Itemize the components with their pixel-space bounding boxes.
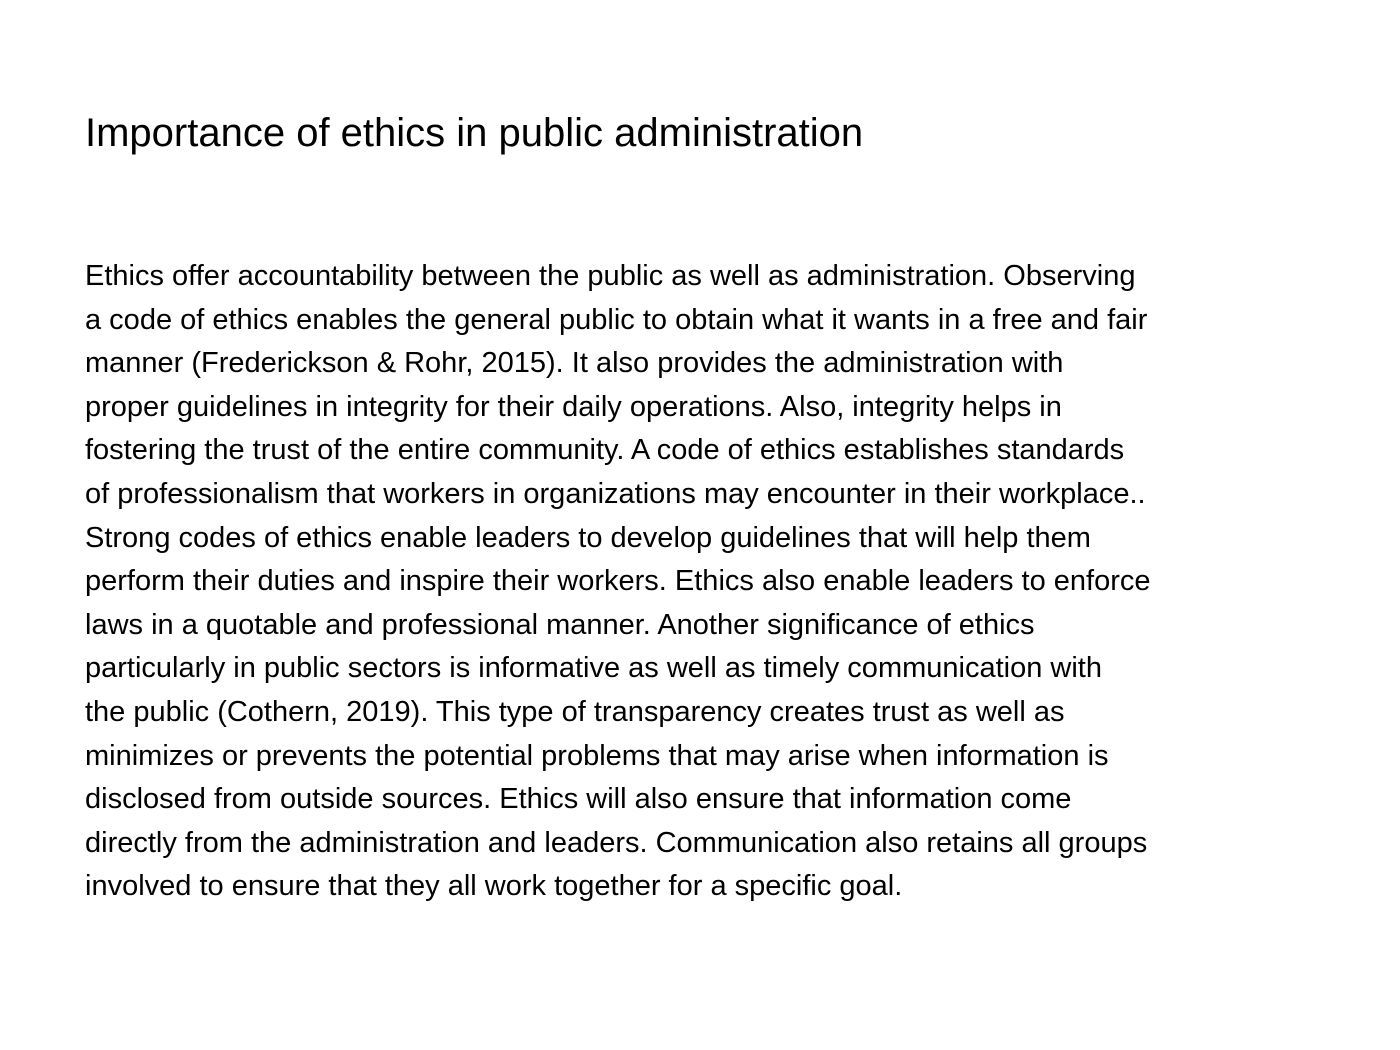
body-line: the public (Cothern, 2019). This type of transparency creates trust as well as xyxy=(85,695,1065,728)
body-line: of professionalism that workers in organizations may encounter in their workplace.. xyxy=(85,477,1146,510)
body-line: involved to ensure that they all work together for a specific goal. xyxy=(85,870,903,903)
body-line: a code of ethics enables the general public to obtain what it wants in a free and fair xyxy=(85,303,1148,336)
body-line: disclosed from outside sources. Ethics will also ensure that information come xyxy=(85,783,1072,816)
slide-body xyxy=(85,255,1335,909)
body-line: directly from the administration and leaders. Communication also retains all groups xyxy=(85,826,1148,859)
body-line: proper guidelines in integrity for their daily operations. Also, integrity helps in xyxy=(85,390,1062,423)
body-line: laws in a quotable and professional manner. Another significance of ethics xyxy=(85,608,1035,641)
body-line: perform their duties and inspire their workers. Ethics also enable leaders to enforce xyxy=(85,565,1151,598)
body-line: Strong codes of ethics enable leaders to develop guidelines that will help them xyxy=(85,521,1091,554)
slide-title: Importance of ethics in public administration xyxy=(85,111,864,155)
body-line: particularly in public sectors is informative as well as timely communication with xyxy=(85,652,1102,685)
body-line: Ethics offer accountability between the public as well as administration. Observing xyxy=(85,260,1136,292)
body-line: manner (Frederickson & Rohr, 2015). It also provides the administration with xyxy=(85,347,1064,380)
body-line: minimizes or prevents the potential problems that may arise when information is xyxy=(85,739,1109,772)
body-line: fostering the trust of the entire community. A code of ethics establishes standards xyxy=(85,434,1125,467)
